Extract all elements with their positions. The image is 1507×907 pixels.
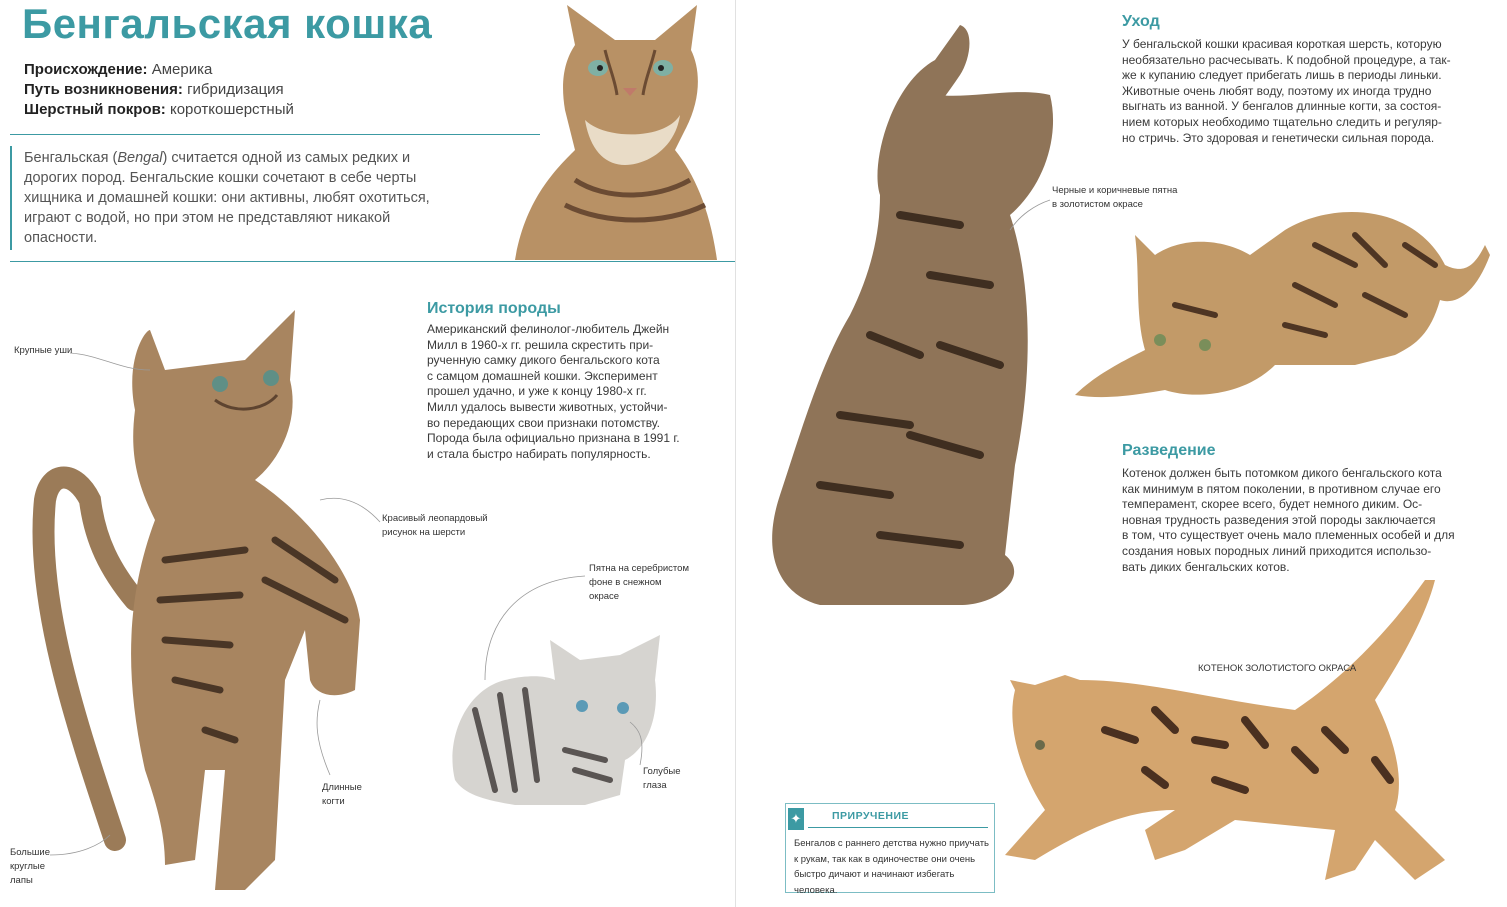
care-title: Уход xyxy=(1122,13,1160,30)
tip-header xyxy=(786,808,994,824)
caption-leopard-pattern: Красивый леопардовый рисунок на шерсти xyxy=(382,513,488,538)
caption-long-claws: Длинные когти xyxy=(322,782,362,807)
tip-text: Бенгалов с раннего детства нужно приучать к рукам, так как в одиночестве они очень быстро дичают и начинают избегать человека. xyxy=(794,838,989,896)
facts-rule xyxy=(10,134,540,135)
caption-big-ears: Крупные уши xyxy=(14,345,73,356)
history-text: Американский фелинолог-любитель Джейн Милл в 1960-х гг. решила скрестить при- рученную самку дикого бенгальского кота с самцом домашней кошки. Эксперимент прошел удачно, и уже к концу 1980-х гг. Милл удалось вывести животных, устойчи- во передающих свои признаки потомству. Порода была официально признана в 1991 г. и стала быстро набирать популярность. xyxy=(427,322,680,461)
caption-silver-spots: Пятна на серебристом фоне в снежном окрасе xyxy=(589,563,689,602)
page-title: Бенгальская кошка xyxy=(22,0,433,47)
tip-divider xyxy=(808,827,988,828)
caption-blue-eyes: Голубые глаза xyxy=(643,766,681,791)
breeding-text: Котенок должен быть потомком дикого бенгальского кота как минимум в пятом поколении, в противном случае его темперамент, скорее всего, будет немного диким. Ос- новная трудность разведения этой породы заключается в том, что существует очень мало племенных особей и для создания новых породных линий приходится использо- вать диких бенгальских котов. xyxy=(1122,466,1455,574)
breed-facts xyxy=(24,60,294,120)
fact-origin: Происхождение: Америка xyxy=(24,61,213,78)
tip-title: ПРИРУЧЕНИЕ xyxy=(832,810,910,822)
intro-paragraph: Бенгальская (Bengal) считается одной из самых редких и дорогих пород. Бенгальские кошки сочетают в себе черты хищника и домашней кошки: они активны, любят охотиться, играют с водой, но при этом не представляют никакой опасности. xyxy=(24,150,430,246)
fact-coat: Шерстный покров: короткошерстный xyxy=(24,101,294,118)
caption-black-brown-spots: Черные и коричневые пятна в золотистом окрасе xyxy=(1052,185,1178,210)
cat-portrait-photo xyxy=(505,0,720,260)
fact-method: Путь возникновения: гибридизация xyxy=(24,81,284,98)
taming-tip-box xyxy=(785,803,995,896)
caption-golden-kitten: КОТЕНОК ЗОЛОТИСТОГО ОКРАСА xyxy=(1198,663,1357,674)
care-text: У бенгальской кошки красивая короткая шерсть, которую необязательно расчесывать. К подобной процедуре, а так- же к купанию следует прибегать лишь в периоды линьки. Животные очень любят воду, поэтому их иногда трудно выгнать из ванной. У бенгалов длинные когти, за состоя- нием которых необходимо тщательно следить и регуляр- но стричь. Это здоровая и генетически сильная порода. xyxy=(1122,37,1451,145)
cat-silhouette-icon: ✦ xyxy=(788,808,804,830)
intro-accent-bar xyxy=(10,146,12,250)
leader-lines-right xyxy=(735,0,1507,907)
breeding-title: Разведение xyxy=(1122,442,1216,459)
caption-round-paws: Большие круглые лапы xyxy=(10,847,51,886)
history-title: История породы xyxy=(427,300,561,317)
